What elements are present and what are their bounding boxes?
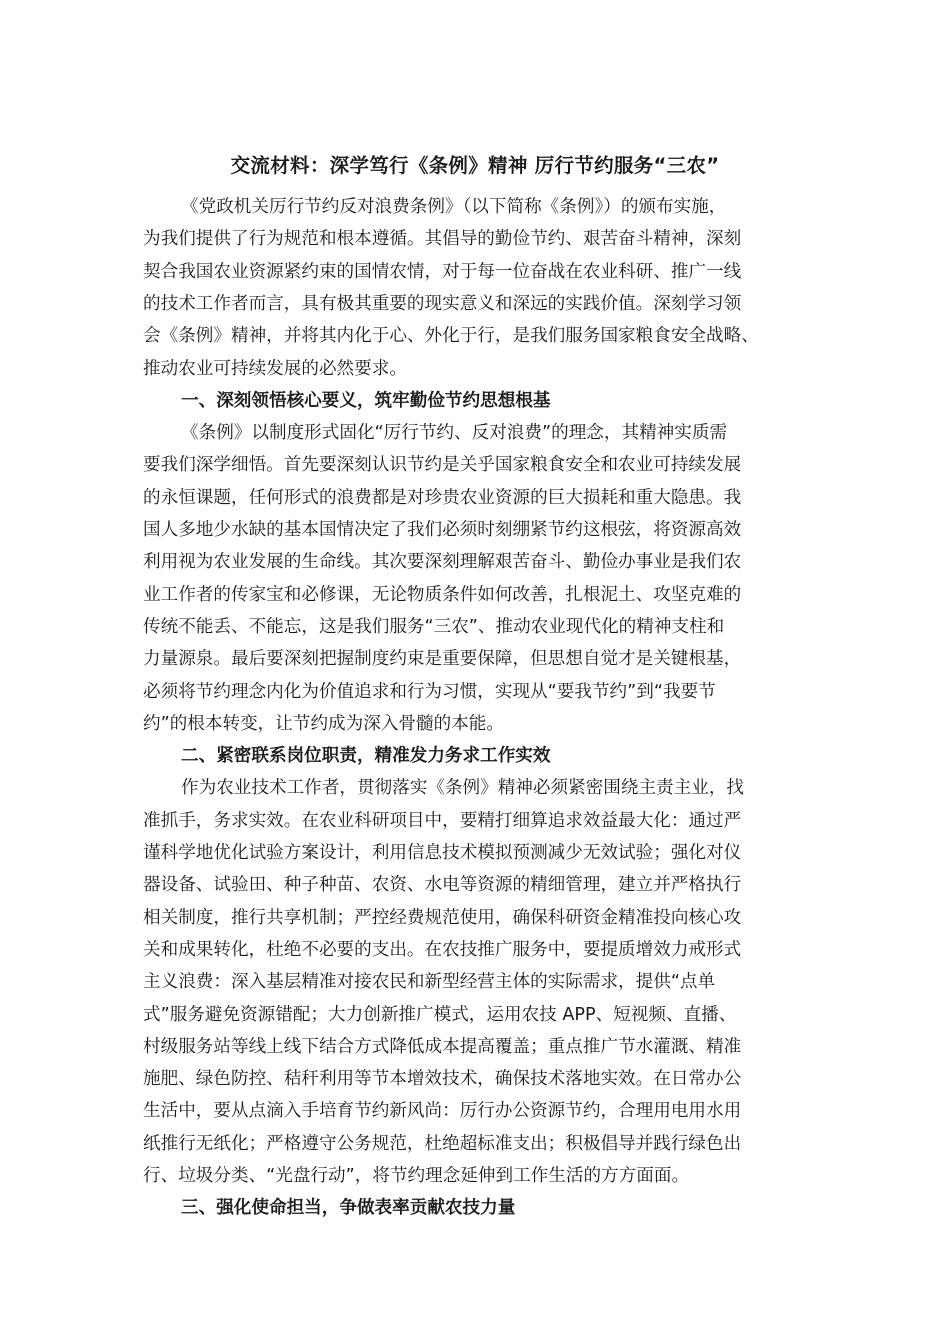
paragraph-line: 主义浪费：深入基层精准对接农民和新型经营主体的实际需求，提供“点单 [143, 972, 716, 993]
paragraph-line: 会《条例》精神，并将其内化于心、外化于行，是我们服务国家粮食安全战略、 [143, 326, 759, 347]
paragraph-line: 谨科学地优化试验方案设计，利用信息技术模拟预测减少无效试验；强化对仪 [143, 843, 742, 863]
paragraph-line: 《党政机关厉行节约反对浪费条例》（以下简称《条例》）的颁布实施， [181, 197, 727, 217]
paragraph-line: 纸推行无纸化；严格遵守公务规范，杜绝超标准支出；积极倡导并践行绿色出 [143, 1133, 742, 1154]
paragraph-line: 传统不能丢、不能忘，这是我们服务“三农”、推动农业现代化的精神支柱和 [143, 616, 725, 637]
paragraph-line: 式”服务避免资源错配；大力创新推广模式，运用农技 APP、短视频、直播、 [143, 1004, 737, 1025]
section-heading: 二、紧密联系岗位职责，精准发力务求工作实效 [181, 746, 551, 767]
paragraph-line: 的技术工作者而言，具有极其重要的现实意义和深远的实践价值。深刻学习领 [143, 293, 742, 314]
document-title: 交流材料：深学笃行《条例》精神 厉行节约服务“三农” [230, 154, 720, 177]
paragraph-line: 村级服务站等线上线下结合方式降低成本提高覆盖；重点推广节水灌溉、精准 [143, 1036, 742, 1057]
paragraph-line: 契合我国农业资源紧约束的国情农情，对于每一位奋战在农业科研、推广一线 [143, 261, 742, 282]
paragraph-line: 施肥、绿色防控、秸秆利用等节本增效技术，确保技术落地实效。在日常办公 [143, 1069, 742, 1090]
section-heading: 一、深刻领悟核心要义，筑牢勤俭节约思想根基 [181, 390, 551, 411]
paragraph-line: 关和成果转化，杜绝不必要的支出。在农技推广服务中，要提质增效力戒形式 [143, 939, 742, 960]
paragraph-line: 相关制度，推行共享机制；严控经费规范使用，确保科研资金精准投向核心攻 [143, 907, 742, 928]
paragraph-line: 必须将节约理念内化为价值追求和行为习惯，实现从“要我节约”到“我要节 [143, 681, 716, 702]
paragraph-line: 《条例》以制度形式固化“厉行节约、反对浪费”的理念，其精神实质需 [181, 423, 728, 444]
paragraph-line: 的永恒课题，任何形式的浪费都是对珍贵农业资源的巨大损耗和重大隐患。我 [143, 487, 742, 508]
paragraph-line: 力量源泉。最后要深刻把握制度约束是重要保障，但思想自觉才是关键根基， [143, 649, 742, 670]
paragraph-line: 约”的根本转变，让节约成为深入骨髓的本能。 [143, 713, 504, 734]
paragraph-line: 要我们深学细悟。首先要深刻认识节约是关乎国家粮食安全和农业可持续发展 [143, 455, 742, 476]
paragraph-line: 器设备、试验田、种子种苗、农资、水电等资源的精细管理，建立并严格执行 [143, 875, 742, 896]
paragraph-line: 生活中，要从点滴入手培育节约新风尚：厉行办公资源节约，合理用电用水用 [143, 1101, 742, 1122]
paragraph-line: 作为农业技术工作者，贯彻落实《条例》精神必须紧密围绕主责主业，找 [181, 778, 745, 799]
section-heading: 三、强化使命担当，争做表率贡献农技力量 [181, 1198, 516, 1219]
paragraph-line: 利用视为农业发展的生命线。其次要深刻理解艰苦奋斗、勤俭办事业是我们农 [143, 552, 742, 573]
paragraph-line: 国人多地少水缺的基本国情决定了我们必须时刻绷紧节约这根弦，将资源高效 [143, 520, 742, 540]
paragraph-line: 推动农业可持续发展的必然要求。 [143, 358, 407, 379]
paragraph-line: 业工作者的传家宝和必修课，无论物质条件如何改善，扎根泥土、攻坚克难的 [143, 584, 742, 605]
paragraph-line: 准抓手，务求实效。在农业科研项目中，要精打细算追求效益最大化：通过严 [143, 810, 742, 831]
paragraph-line: 行、垃圾分类、“光盘行动”，将节约理念延伸到工作生活的方方面面。 [143, 1166, 690, 1186]
paragraph-line: 为我们提供了行为规范和根本遵循。其倡导的勤俭节约、艰苦奋斗精神，深刻 [143, 229, 742, 250]
